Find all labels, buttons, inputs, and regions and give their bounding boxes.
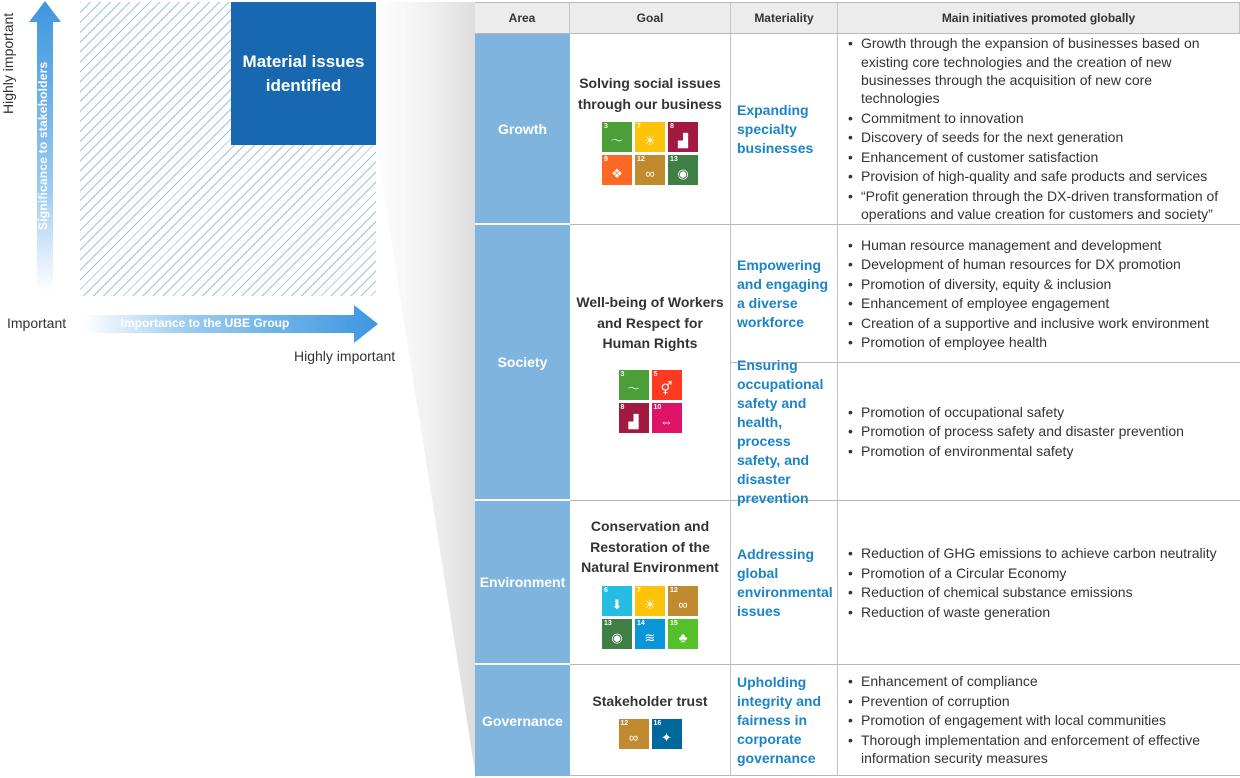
sdg-icons-society: [619, 370, 682, 433]
expansion-funnel: [0, 0, 480, 778]
sdg-number: 7: [637, 586, 641, 594]
initiatives-governance: [838, 665, 1240, 776]
goal-society: [570, 225, 731, 501]
initiative-item: • Discovery of seeds for the next generation: [848, 128, 1230, 146]
infinity-icon: ∞: [678, 596, 688, 612]
sdg-12-infinity-icon: [635, 155, 665, 185]
sdg-number: 8: [670, 123, 674, 130]
initiative-item: • Promotion of diversity, equity & inclusion: [848, 275, 1209, 293]
sdg-13-eye-globe-icon: [602, 619, 632, 649]
initiative-item: • Enhancement of customer satisfaction: [848, 148, 1230, 166]
sdg-number: 16: [653, 720, 662, 728]
sdg-icons-environment: [602, 586, 698, 649]
initiatives-growth: [838, 34, 1240, 225]
growth-chart-icon: ▟: [678, 133, 688, 148]
sdg-number: 13: [670, 156, 678, 163]
gender-equality-icon: ⚥: [660, 380, 673, 396]
initiative-item: • Reduction of chemical substance emissions: [848, 583, 1217, 601]
eye-globe-icon: ◉: [611, 629, 623, 645]
goal-growth: [570, 34, 731, 225]
header-initiatives: Main initiatives promoted globally: [838, 3, 1240, 34]
initiative-item: • Reduction of waste generation: [848, 603, 1217, 621]
initiative-item: • “Profit generation through the DX-driven transformation of operations and value creation for customers and society”: [848, 187, 1230, 224]
tree-icon: ♣: [678, 629, 688, 645]
initiative-item: • Promotion of engagement with local communities: [848, 711, 1230, 729]
sdg-7-sun-icon: [635, 122, 665, 152]
sdg-number: 13: [604, 619, 612, 627]
sdg-13-eye-globe-icon: [668, 155, 698, 185]
infinity-icon: ∞: [628, 730, 639, 746]
sdg-number: 9: [604, 156, 608, 163]
sdg-number: 12: [620, 720, 629, 728]
sdg-3-heartbeat-icon: [619, 370, 649, 400]
sdg-number: 14: [637, 619, 645, 627]
goal-environment: [570, 501, 731, 665]
heartbeat-icon: 〜: [626, 380, 640, 396]
initiative-item: • Promotion of environmental safety: [848, 442, 1184, 460]
sdg-3-heartbeat-icon: [602, 122, 632, 152]
water-drop-icon: ⬇: [611, 596, 623, 612]
sdg-5-gender-equality-icon: [652, 370, 682, 400]
area-environment: Environment: [475, 501, 570, 665]
initiative-item: • Provision of high-quality and safe products and services: [848, 167, 1230, 185]
initiatives-environment-list: [848, 543, 1217, 622]
initiatives-society-workforce: [838, 225, 1240, 363]
area-governance: Governance: [475, 665, 570, 776]
eye-globe-icon: ◉: [677, 166, 689, 181]
initiative-item: • Prevention of corruption: [848, 692, 1230, 710]
materiality-society-safety: Ensuring occupational safety and health, process safety, and disaster prevention: [731, 363, 838, 501]
initiative-item: • Promotion of occupational safety: [848, 403, 1184, 421]
sdg-16-dove-icon: [652, 719, 682, 749]
sdg-6-water-drop-icon: [602, 586, 632, 616]
sdg-9-cubes-icon: [602, 155, 632, 185]
initiative-item: • Creation of a supportive and inclusive work environment: [848, 314, 1209, 332]
dove-icon: ✦: [661, 730, 672, 746]
sun-icon: ☀: [644, 133, 656, 148]
materiality-governance: Upholding integrity and fairness in corporate governance: [731, 665, 838, 776]
infinity-icon: ∞: [645, 166, 655, 181]
sdg-number: 3: [620, 370, 625, 378]
initiatives-society-safety: [838, 363, 1240, 501]
header-materiality: Materiality: [731, 3, 838, 34]
goal-growth-text: Solving social issues through our business: [578, 75, 722, 112]
reduced-inequalities-icon: ⇔: [660, 413, 673, 429]
cubes-icon: ❖: [611, 166, 623, 181]
goal-environment-text: Conservation and Restoration of the Natural Environment: [581, 518, 719, 576]
header-goal: Goal: [570, 3, 731, 34]
goal-governance-text: Stakeholder trust: [592, 692, 708, 709]
initiative-item: • Growth through the expansion of businesses based on existing core technologies and the creation of new businesses through the acquisition of new core technologies: [848, 34, 1230, 108]
initiative-item: • Commitment to innovation: [848, 109, 1230, 127]
sdg-icons-growth: [602, 122, 698, 185]
materiality-society-workforce: Empowering and engaging a diverse workforce: [731, 225, 838, 363]
materiality-table: [475, 2, 1240, 778]
y-axis-arrow-label: Significance to stakeholders: [36, 61, 50, 230]
heartbeat-icon: 〜: [610, 133, 624, 148]
initiative-item: • Thorough implementation and enforcement of effective information security measures: [848, 731, 1230, 768]
sdg-12-infinity-icon: [619, 719, 649, 749]
x-axis-arrow-label: Importance to the UBE Group: [120, 316, 290, 330]
material-issues-box: Material issues identified: [231, 2, 376, 145]
initiatives-society-workforce-list: [848, 234, 1209, 352]
sdg-number: 15: [670, 619, 678, 627]
sdg-7-sun-icon: [635, 586, 665, 616]
y-axis-end-label: Highly important: [0, 12, 16, 114]
sdg-number: 8: [620, 403, 625, 411]
x-axis-start-label: Important: [7, 315, 67, 331]
sdg-15-tree-icon: [668, 619, 698, 649]
sdg-number: 6: [604, 586, 608, 594]
initiative-item: • Human resource management and development: [848, 236, 1209, 254]
sdg-number: 7: [637, 123, 641, 130]
initiative-item: • Promotion of process safety and disaster prevention: [848, 422, 1184, 440]
initiatives-society-safety-list: [848, 402, 1184, 462]
initiatives-growth-list: [848, 33, 1230, 225]
initiatives-governance-list: [848, 671, 1230, 769]
initiative-item: • Promotion of a Circular Economy: [848, 564, 1217, 582]
initiative-item: • Promotion of employee health: [848, 333, 1209, 351]
sun-icon: ☀: [644, 596, 656, 612]
materiality-growth: Expanding specialty businesses: [731, 34, 838, 225]
initiative-item: • Enhancement of employee engagement: [848, 294, 1209, 312]
sdg-number: 10: [653, 403, 662, 411]
x-axis-end-label: Highly important: [294, 348, 396, 364]
area-growth: Growth: [475, 34, 570, 225]
header-area: Area: [475, 3, 570, 34]
initiative-item: • Reduction of GHG emissions to achieve carbon neutrality: [848, 544, 1217, 562]
growth-chart-icon: ▟: [628, 413, 639, 429]
fish-icon: ≋: [644, 629, 656, 645]
initiative-item: • Development of human resources for DX promotion: [848, 255, 1209, 273]
sdg-8-growth-chart-icon: [668, 122, 698, 152]
sdg-14-fish-icon: [635, 619, 665, 649]
sdg-number: 12: [670, 586, 678, 594]
sdg-8-growth-chart-icon: [619, 403, 649, 433]
goal-governance: [570, 665, 731, 776]
sdg-number: 12: [637, 156, 645, 163]
sdg-number: 3: [604, 123, 608, 130]
initiatives-environment: [838, 501, 1240, 665]
goal-society-text: Well-being of Workers and Respect for Human Rights: [576, 294, 724, 352]
sdg-10-reduced-inequalities-icon: [652, 403, 682, 433]
initiative-item: • Enhancement of compliance: [848, 672, 1230, 690]
area-society: Society: [475, 225, 570, 501]
sdg-icons-governance: [619, 719, 682, 749]
sdg-number: 5: [653, 370, 658, 378]
sdg-12-infinity-icon: [668, 586, 698, 616]
materiality-environment: Addressing global environmental issues: [731, 501, 838, 665]
